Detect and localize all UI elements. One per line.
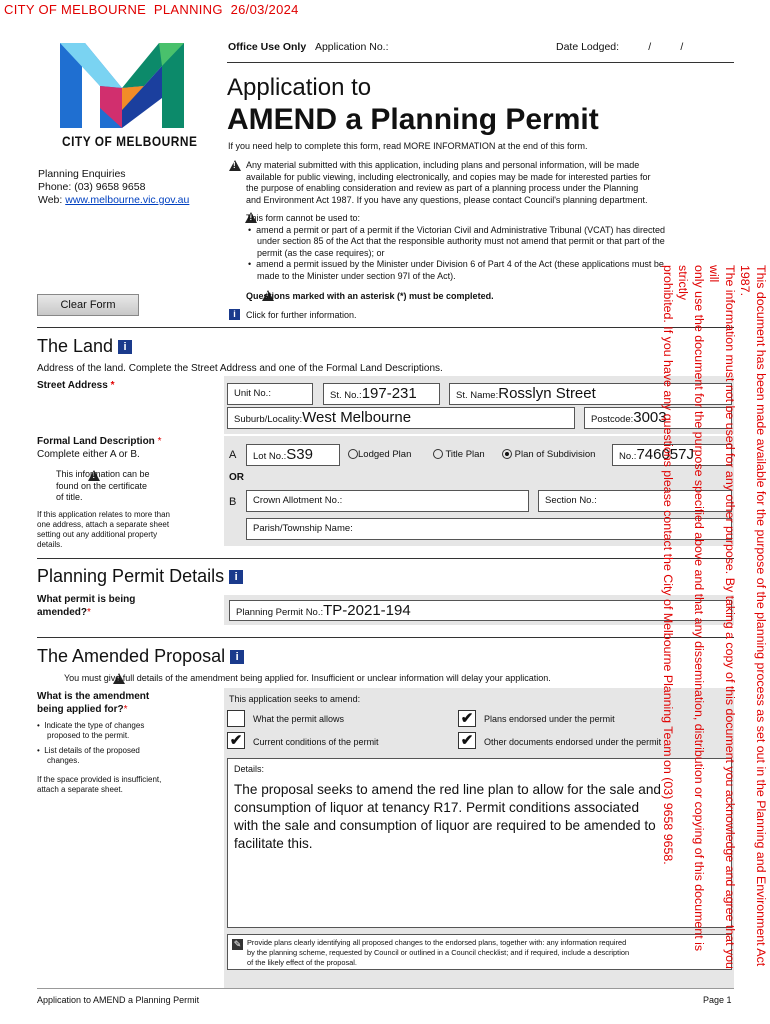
proposal-warning: You must give full details of the amendment being applied for. Insufficient or unclear information will delay your application. xyxy=(64,673,551,683)
details-line: facilitate this. xyxy=(234,836,313,851)
suburb-value: West Melbourne xyxy=(302,409,412,426)
lot-value: S39 xyxy=(286,446,313,463)
seeks-label: This application seeks to amend: xyxy=(229,694,361,704)
street-label-text: Street Address xyxy=(37,380,108,391)
details-line: consumption of liquor at tenancy R17. Permit conditions associated xyxy=(234,800,640,815)
guidance-line: List details of the proposed xyxy=(44,746,140,755)
plan-no-value: 746057J xyxy=(636,446,694,463)
opt-plans-endorsed: Plans endorsed under the permit xyxy=(484,714,615,724)
opt-other-documents: Other documents endorsed under the permit xyxy=(484,737,662,747)
option-b-label: B xyxy=(229,496,237,508)
plan-of-subdivision-radio[interactable] xyxy=(502,449,595,460)
plans-note-line: Provide plans clearly identifying all proposed changes to the endorsed plans, together with: any information required xyxy=(247,938,627,947)
permit-question-line: What permit is being xyxy=(37,594,136,605)
lodged-label: Lodged Plan xyxy=(358,449,412,460)
radio-selected-icon xyxy=(502,449,512,459)
footer-left: Application to AMEND a Planning Permit xyxy=(37,995,200,1005)
proposal-question-line: being applied for? xyxy=(37,704,124,715)
parish-label: Parish/Township Name: xyxy=(253,523,353,534)
street-address-label: Street Address * xyxy=(37,380,115,391)
land-desc: Address of the land. Complete the Street Address and one of the Formal Land Descriptions. xyxy=(37,363,443,374)
cert-line: of title. xyxy=(56,492,83,502)
asterisk-note: Questions marked with an asterisk (*) must be completed. xyxy=(246,291,494,301)
notice1-line: the purpose of enabling consideration and review as part of a planning process under the Planning xyxy=(246,183,639,193)
city-of-melbourne-logo xyxy=(60,38,184,128)
option-a-label: A xyxy=(229,449,237,461)
crown-allotment-field[interactable] xyxy=(246,490,529,512)
space-note-line: If the space provided is insufficient, xyxy=(37,775,162,784)
st-name-label: St. Name: xyxy=(456,390,499,401)
plans-note-line: of the likely effect of the proposal. xyxy=(247,958,357,967)
notice-public-viewing xyxy=(246,160,726,206)
check-icon: ✔ xyxy=(229,732,243,749)
footer-divider xyxy=(37,988,734,989)
proposal-question-line: What is the amendment xyxy=(37,691,150,702)
postcode-label: Postcode: xyxy=(591,414,634,425)
details-text xyxy=(234,781,661,853)
details-line: The proposal seeks to amend the red line plan to allow for the sale and xyxy=(234,782,661,797)
section-divider xyxy=(37,327,734,328)
st-name-value: Rosslyn Street xyxy=(498,385,596,402)
cert-line: This information can be xyxy=(56,469,150,479)
permit-no-field[interactable] xyxy=(229,600,732,621)
formal-land-label: Formal Land Description * xyxy=(37,436,162,447)
current-conditions-checkbox[interactable] xyxy=(227,732,245,749)
notice1-line: Any material submitted with this application, including plans and personal information, will be made xyxy=(246,160,640,170)
enquiries-block xyxy=(38,168,189,207)
what-permit-allows-checkbox[interactable] xyxy=(227,710,245,727)
notice1-line: and Environment Act 1987. If you have any questions, please contact Council's planning department. xyxy=(246,194,648,205)
lot-label: Lot No.: xyxy=(253,451,287,462)
title-line1: Application to xyxy=(227,74,372,101)
application-no-label: Application No.: xyxy=(314,41,389,53)
title-plan-radio[interactable] xyxy=(433,449,485,460)
notice1-line: available for public viewing, including electronically, and copies may be made for interested parties for xyxy=(246,171,651,182)
proposal-title: The Amended Proposal xyxy=(37,646,226,666)
space-note-line: attach a separate sheet. xyxy=(37,785,123,794)
org-name: CITY OF MELBOURNE xyxy=(62,133,198,149)
radio-icon xyxy=(348,449,358,459)
notice2-item: made to the Minister under section 97I of the Act). xyxy=(257,270,456,281)
info-icon[interactable]: i xyxy=(229,570,243,584)
title-plan-label: Title Plan xyxy=(445,449,485,460)
section-divider xyxy=(37,558,734,559)
cert-line: found on the certificate xyxy=(56,480,148,491)
planning-stamp: CITY OF MELBOURNE PLANNING 26/03/2024 xyxy=(4,2,299,17)
details-line: with the sale and consumption of liquor are required to be amended to xyxy=(234,818,656,833)
permit-question-line: amended? xyxy=(37,607,88,618)
info-note: Click for further information. xyxy=(246,310,357,320)
guidance-line: proposed to the permit. xyxy=(47,731,130,740)
plans-note-text xyxy=(247,938,629,968)
permit-question: What permit is being amended?* xyxy=(37,594,136,618)
suburb-label: Suburb/Locality: xyxy=(234,414,303,425)
permit-title: Planning Permit Details xyxy=(37,566,225,586)
enquiries-label: Planning Enquiries xyxy=(38,168,126,180)
proposal-section xyxy=(37,646,244,667)
plans-note-box xyxy=(227,934,732,970)
permit-section xyxy=(37,566,243,587)
postcode-value: 3003 xyxy=(633,409,667,426)
guidance-line: Indicate the type of changes xyxy=(44,721,145,730)
pencil-icon: ✎ xyxy=(233,939,242,949)
multi-address-note xyxy=(37,510,170,550)
phone: Phone: (03) 9658 9658 xyxy=(38,181,146,193)
date-lodged-label: Date Lodged: / / xyxy=(556,41,684,53)
intro-text: If you need help to complete this form, read MORE INFORMATION at the end of this form. xyxy=(228,141,588,151)
notice2-item: under section 85 of the Act that the responsible authority must not amend that permit or that part of the xyxy=(257,236,665,246)
notice2-item: permit (as the case requires); or xyxy=(257,247,385,258)
opt-what-permit-allows: What the permit allows xyxy=(253,714,345,724)
multi-line: details. xyxy=(37,540,63,549)
other-documents-checkbox[interactable] xyxy=(458,732,476,749)
lodged-plan-radio[interactable] xyxy=(348,449,411,460)
formal-land-sub: Complete either A or B. xyxy=(37,449,140,460)
notice2-head: This form cannot be used to: xyxy=(246,213,361,223)
clear-form-button[interactable]: Clear Form xyxy=(37,294,139,316)
crown-label: Crown Allotment No.: xyxy=(253,495,343,506)
multi-line: If this application relates to more than xyxy=(37,510,170,519)
permit-no-label: Planning Permit No.: xyxy=(236,607,324,618)
details-textarea[interactable] xyxy=(227,758,732,928)
st-no-label: St. No.: xyxy=(330,390,362,401)
office-divider xyxy=(227,62,734,63)
plans-note-line: by the planning scheme, requested by Council or outlined in a Council checklist; and if required, include a description xyxy=(247,948,630,957)
subdivision-label: Plan of Subdivision xyxy=(514,449,596,460)
permit-no-value: TP-2021-194 xyxy=(323,602,411,619)
proposal-guidance: • Indicate the type of changes proposed to the permit. • List details of the proposed changes. If the space provided is insufficient, attach a separate sheet. xyxy=(37,721,162,794)
suburb-field[interactable] xyxy=(227,407,575,429)
title-line2: AMEND a Planning Permit xyxy=(227,103,599,136)
or-label: OR xyxy=(229,472,244,483)
lot-no-field[interactable] xyxy=(246,444,340,466)
plans-endorsed-checkbox[interactable] xyxy=(458,710,476,727)
radio-icon xyxy=(433,449,443,459)
notice2-item: amend a permit or part of a permit if the Victorian Civil and Administrative Tribunal (VCAT) has directed xyxy=(256,224,665,235)
disclaimer-watermark xyxy=(660,265,769,985)
section-label: Section No.: xyxy=(545,495,597,506)
land-section xyxy=(37,336,132,357)
unit-no-field[interactable] xyxy=(227,383,313,405)
info-icon[interactable]: i xyxy=(230,650,244,664)
details-label: Details: xyxy=(234,764,265,774)
web-link[interactable]: www.melbourne.vic.gov.au xyxy=(65,194,190,206)
office-use xyxy=(228,41,389,53)
watermark-line: prohibited. If you have any questions please contact the City of Melbourne Planning Team on (03) 9658 9658. xyxy=(661,265,675,865)
watermark-line: only use the document for the purpose specified above and that any dissemination, distribution or copying of this document is strictly xyxy=(676,265,706,952)
multi-line: setting out any additional property xyxy=(37,530,158,539)
check-icon: ✔ xyxy=(460,710,474,727)
unit-label: Unit No.: xyxy=(234,388,271,399)
office-use-label: Office Use Only xyxy=(228,41,307,53)
info-icon[interactable]: i xyxy=(229,309,240,320)
multi-line: one address, attach a separate sheet xyxy=(37,520,170,529)
check-icon: ✔ xyxy=(460,732,474,749)
notice-cannot-use: This form cannot be used to: • amend a permit or part of a permit if the Victorian Civil and Administrative Tribunal (VCAT) has directed under section 85 of the Act that the responsible authority must not amend that permit or that part of the permit (as the case requires); or • amend a permit issued by the Minister under Division 6 of Part 4 of the Act (these applications must be made to the Minister under section 97I of the Act). xyxy=(246,213,726,282)
opt-current-conditions: Current conditions of the permit xyxy=(253,737,379,747)
certificate-note xyxy=(56,469,150,504)
street-no-field[interactable] xyxy=(323,383,440,405)
watermark-line: This document has been made available for the purpose of the planning process as set out in the Planning and Environment Act 1987. xyxy=(738,265,768,967)
land-title: The Land xyxy=(37,336,114,356)
info-icon[interactable]: i xyxy=(118,340,132,354)
warning-icon xyxy=(229,160,241,171)
plan-no-label: No.: xyxy=(619,451,637,462)
watermark-line: The information must not be used for any other purpose. By taking a copy of this document you acknowledge and agree that you will xyxy=(707,265,737,969)
guidance-line: changes. xyxy=(47,756,80,765)
formal-label-text: Formal Land Description xyxy=(37,436,155,447)
web-label: Web: xyxy=(38,194,66,206)
st-no-value: 197-231 xyxy=(361,385,417,402)
section-divider xyxy=(37,637,734,638)
proposal-question: What is the amendment being applied for?* xyxy=(37,691,150,715)
page-number: Page 1 xyxy=(703,995,732,1005)
notice2-item: amend a permit issued by the Minister under Division 6 of Part 4 of the Act (these applications must be xyxy=(256,259,664,269)
